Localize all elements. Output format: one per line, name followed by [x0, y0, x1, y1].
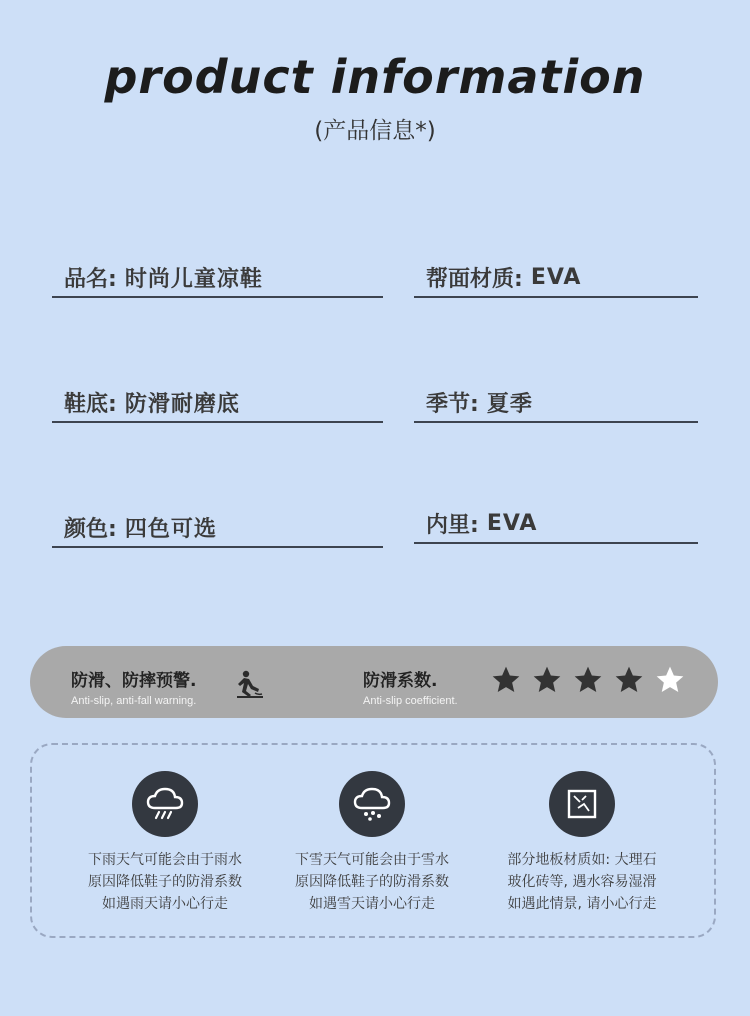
tip-text: 下雪天气可能会由于雪水 原因降低鞋子的防滑系数 如遇雪天请小心行走 [295, 852, 449, 912]
tip-rain [55, 771, 275, 915]
field-value: 防滑耐磨底 [124, 391, 240, 417]
star-filled-icon [572, 664, 604, 696]
page-title: product information [104, 50, 646, 104]
star-filled-icon [531, 664, 563, 696]
coefficient-subtitle: Anti-slip coefficient. [363, 695, 458, 707]
warning-block [71, 666, 196, 707]
star-filled-icon [613, 664, 645, 696]
field-value: EVA [530, 264, 582, 290]
anti-slip-banner [30, 646, 718, 718]
field-label: 内里: [426, 512, 479, 538]
anti-slip-rating [490, 664, 686, 696]
field-season [414, 383, 698, 423]
field-product-name [52, 258, 383, 298]
warning-title: 防滑、防摔预警. [71, 671, 197, 691]
field-value: 夏季 [486, 391, 533, 417]
field-label: 帮面材质: [426, 266, 523, 292]
field-value: 时尚儿童凉鞋 [124, 266, 263, 292]
marble-floor-icon [549, 771, 615, 837]
snow-cloud-icon [339, 771, 405, 837]
weather-tips-box [30, 743, 716, 938]
field-value: EVA [486, 510, 538, 536]
field-label: 品名: [64, 266, 117, 292]
field-label: 鞋底: [64, 391, 117, 417]
field-color [52, 508, 383, 548]
rain-cloud-icon [132, 771, 198, 837]
star-filled-icon [490, 664, 522, 696]
coefficient-title: 防滑系数. [363, 671, 438, 691]
star-empty-icon [654, 664, 686, 696]
tip-text: 下雨天气可能会由于雨水 原因降低鞋子的防滑系数 如遇雨天请小心行走 [88, 852, 242, 912]
warning-subtitle: Anti-slip, anti-fall warning. [71, 695, 197, 707]
field-value: 四色可选 [124, 516, 217, 542]
field-label: 季节: [426, 391, 479, 417]
tip-snow [262, 771, 482, 915]
field-lining [414, 504, 698, 544]
slip-fall-icon [235, 669, 265, 699]
field-sole [52, 383, 383, 423]
page-subtitle: (产品信息*) [314, 118, 436, 144]
tip-text: 部分地板材质如: 大理石 玻化砖等, 遇水容易湿滑 如遇此情景, 请小心行走 [507, 852, 657, 912]
tip-floor [472, 771, 692, 915]
field-upper-material [414, 258, 698, 298]
field-label: 颜色: [64, 516, 117, 542]
coefficient-block [363, 666, 458, 707]
